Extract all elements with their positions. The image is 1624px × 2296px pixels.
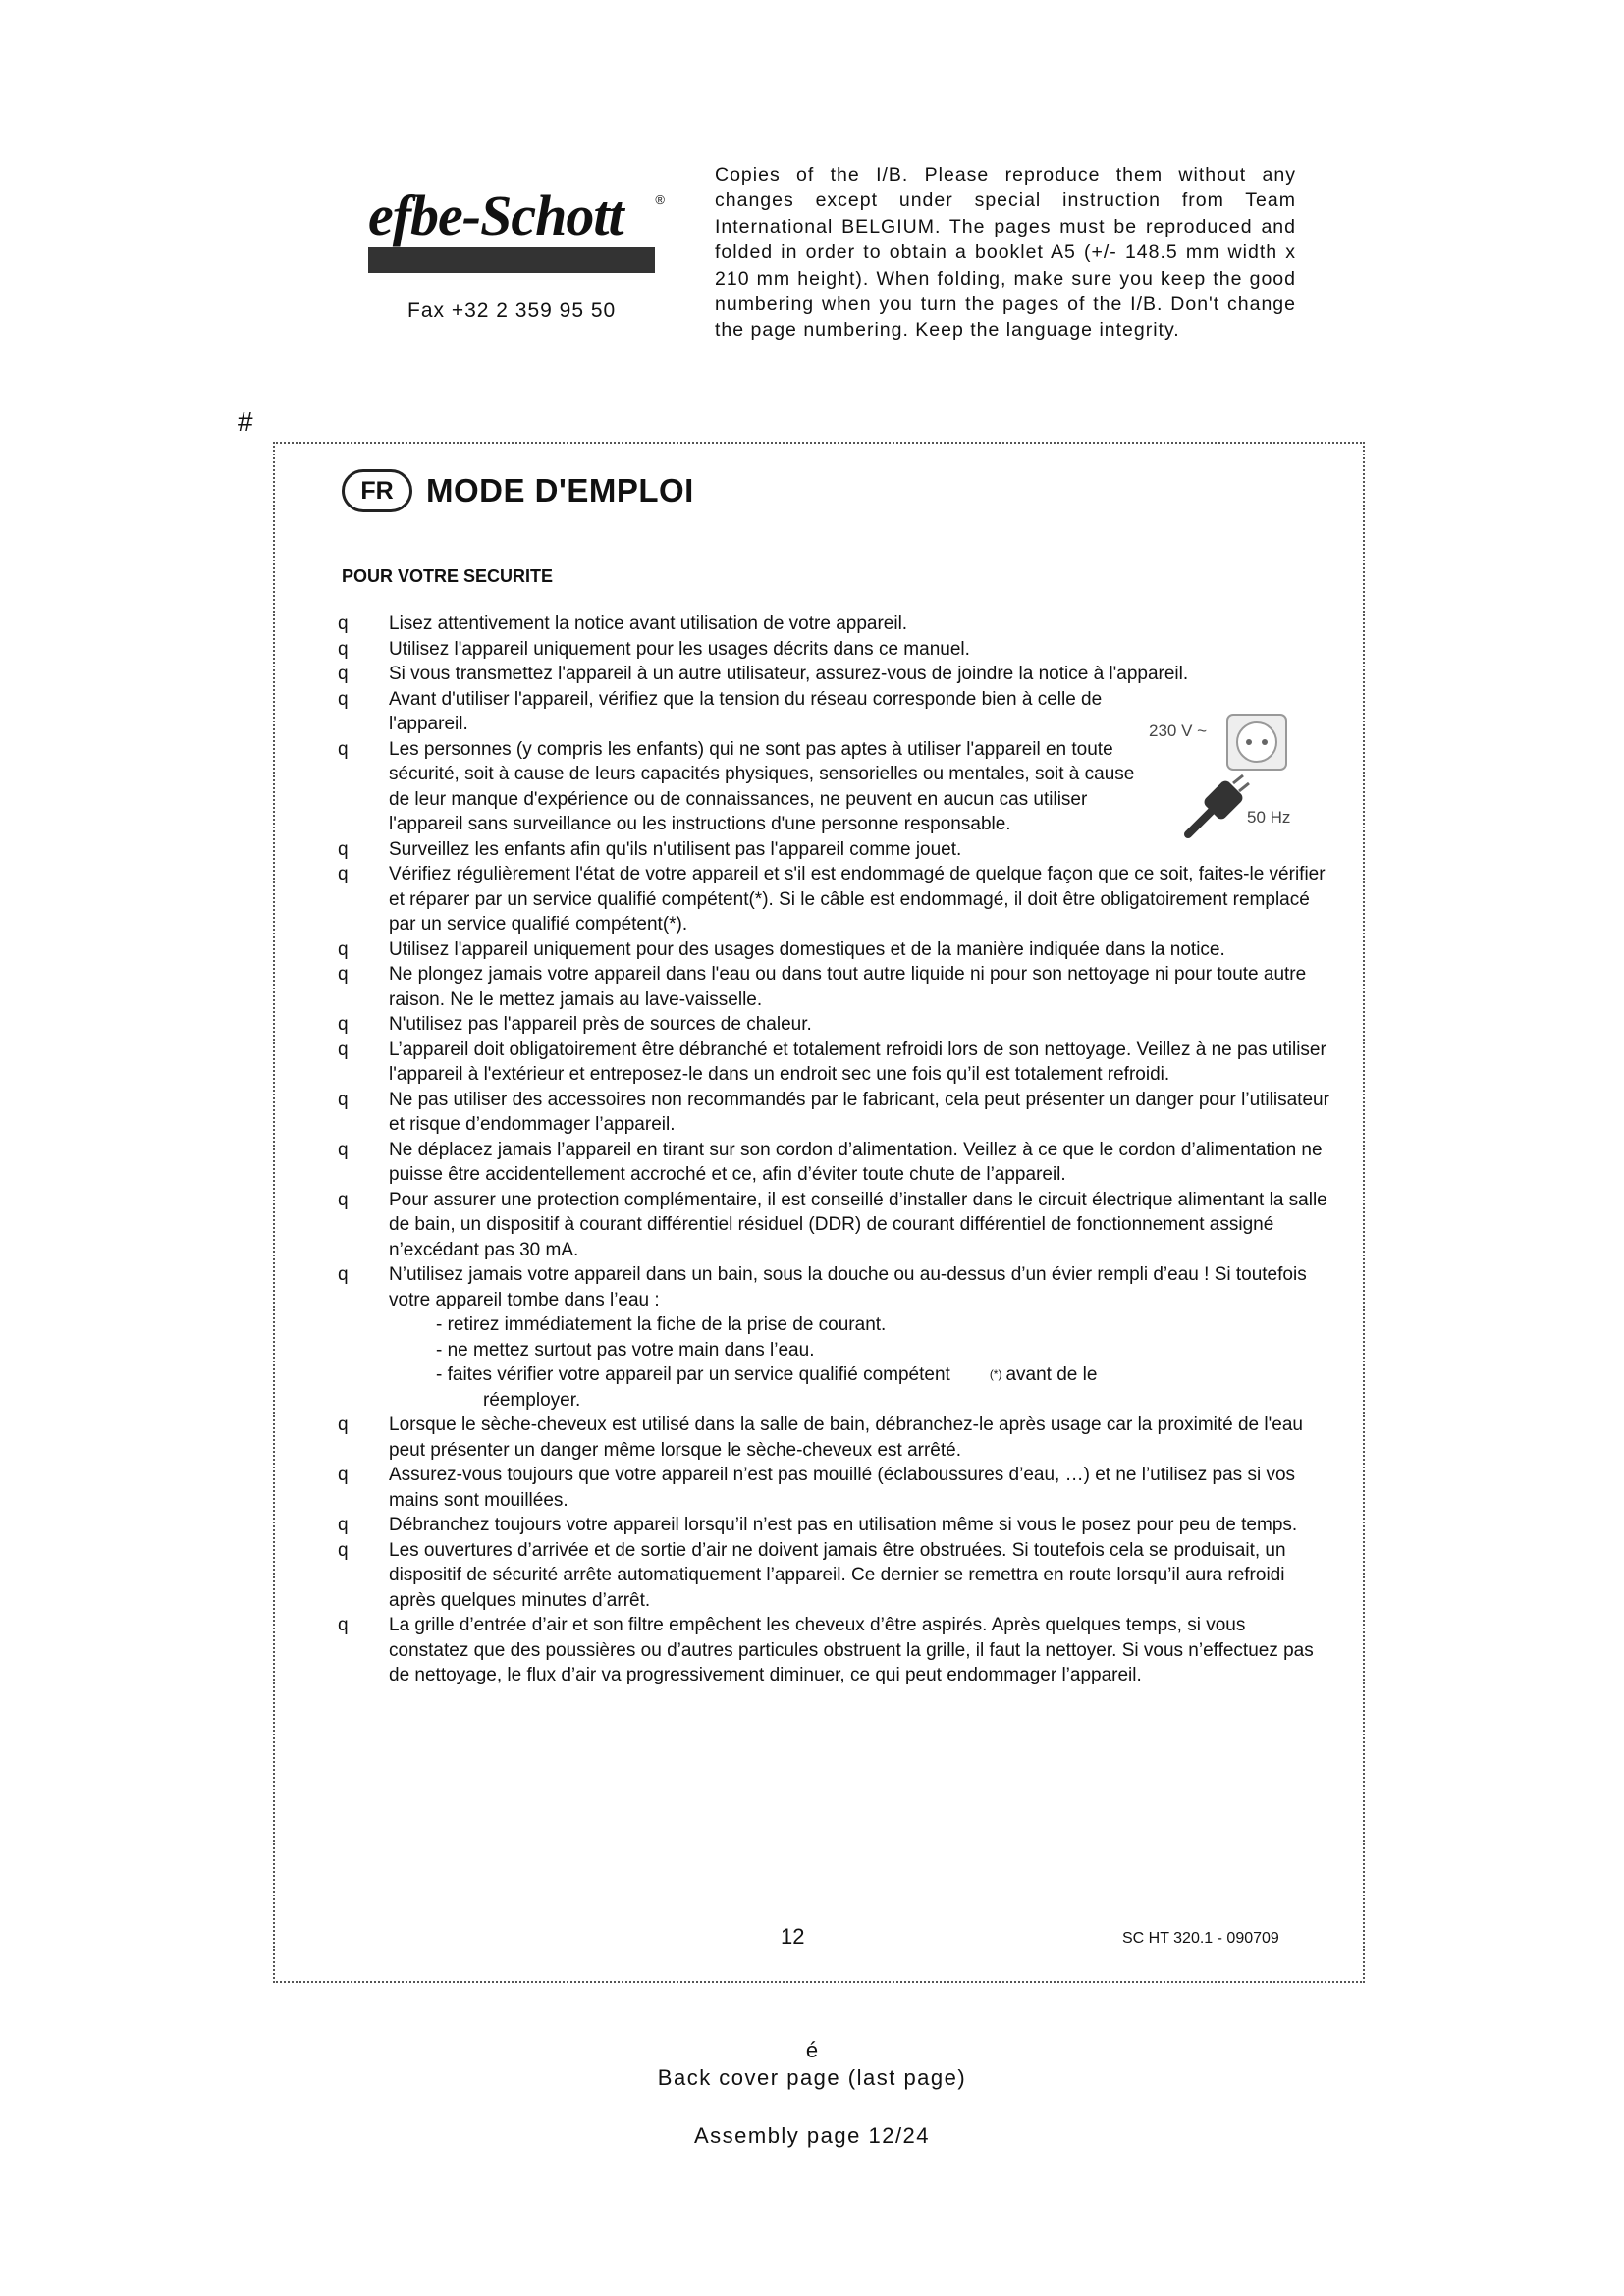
frequency-label: 50 Hz bbox=[1247, 808, 1291, 827]
list-item: q Avant d'utiliser l'appareil, vérifiez que la tension du réseau corresponde bien à celle de l'appareil. bbox=[338, 688, 1103, 734]
manual-title: MODE D'EMPLOI bbox=[426, 472, 694, 508]
voltage-label: 230 V ~ bbox=[1149, 721, 1208, 740]
list-item: q La grille d’entrée d’air et son filtre empêchent les cheveux d’être aspirés. Après quelques temps, si vous constatez que des poussières ou d’autres particules obstruent la grille, il faut la nettoyer. Si vous n’effectuez pas de nettoyage, le flux d’air va progressivement diminuer, ce qui peut endommager l’appareil. bbox=[338, 1615, 1314, 1685]
list-item: q Débranchez toujours votre appareil lorsqu’il n’est pas en utilisation même si vous le posez pour peu de temps. bbox=[338, 1515, 1298, 1535]
logo-registered-mark: ® bbox=[655, 192, 665, 207]
list-item: q Lorsque le sèche-cheveux est utilisé dans la salle de bain, débranchez-le après usage car la proximité de l'eau peut présenter un danger même lorsque le sèche-cheveux est arrêté. bbox=[338, 1415, 1303, 1461]
water-step-continuation: réemployer. bbox=[483, 1389, 581, 1411]
list-item: q Pour assurer une protection complémentaire, il est conseillé d’installer dans le circuit électrique alimentant la salle de bain, un dispositif à courant différentiel résiduel (DDR) de courant différentiel de fonctionnement assigné n’excédant pas 30 mA. bbox=[338, 1189, 1327, 1260]
logo-bar bbox=[368, 247, 655, 273]
water-step: - ne mettez surtout pas votre main dans l’eau. bbox=[436, 1339, 815, 1361]
list-item: q Vérifiez régulièrement l'état de votre appareil et s'il est endommagé de quelque façon que ce soit, faites-le vérifier et réparer par un service qualifié compétent(*). Si le câble est endommagé, il doit être obligatoirement remplacé par un service qualifié compétent(*). bbox=[338, 864, 1326, 934]
back-cover-label: Back cover page (last page) bbox=[657, 2065, 967, 2090]
list-item: q Ne pas utiliser des accessoires non recommandés par le fabricant, cela peut présenter un danger pour l’utilisateur et risque d’endommager l’appareil. bbox=[338, 1089, 1329, 1135]
water-step: - faites vérifier votre appareil par un service qualifié compétent (*) avant de le bbox=[436, 1364, 1098, 1385]
fax-number: Fax +32 2 359 95 50 bbox=[407, 299, 617, 322]
list-item: q Surveillez les enfants afin qu'ils n'utilisent pas l'appareil comme jouet. bbox=[338, 838, 962, 860]
list-item: q L’appareil doit obligatoirement être débranché et totalement refroidi lors de son nettoyage. Veillez à ne pas utiliser l'appareil à l'extérieur et entreposez-le dans un endroit sec une fois qu’il est totalement refroidi. bbox=[338, 1039, 1326, 1085]
copies-instructions: Copies of the I/B. Please reproduce them without any changes except under special instruction from Team International BELGIUM. The pages must be reproduced and folded in order to obtain a booklet A5 (+/- 148.5 mm width x 210 mm height). When folding, make sure you keep the good numbering when you turn the pages of the I/B. Don't change the page numbering. Keep the language integrity. bbox=[715, 164, 1296, 342]
list-item: q Utilisez l'appareil uniquement pour des usages domestiques et de la manière indiquée dans la notice. bbox=[338, 938, 1225, 960]
hash-mark: # bbox=[238, 406, 253, 437]
list-item: q Assurez-vous toujours que votre appareil n’est pas mouillé (éclaboussures d’eau, …) et ne l’utilisez pas si vos mains sont mouillées. bbox=[338, 1465, 1296, 1511]
manual-header bbox=[342, 465, 694, 516]
safety-list bbox=[338, 612, 1329, 1688]
list-item: q N'utilisez pas l'appareil près de sources de chaleur. bbox=[338, 1014, 812, 1035]
list-item: q Ne plongez jamais votre appareil dans l'eau ou dans tout autre liquide ni pour son nettoyage ni pour toute autre raison. Ne le mettez jamais au lave-vaisselle. bbox=[338, 964, 1307, 1010]
asterisk-mark: (*) bbox=[989, 1367, 1002, 1381]
section-title: POUR VOTRE SECURITE bbox=[342, 566, 554, 586]
water-step: - retirez immédiatement la fiche de la prise de courant. bbox=[436, 1314, 887, 1335]
list-item: q Les ouvertures d’arrivée et de sortie d’air ne doivent jamais être obstruées. Si toutefois cela se produisait, un dispositif de sécurité arrête automatiquement l’appareil. Ce dernier se remettra en route lorsqu’il aura refroidi après quelques minutes d’arrêt. bbox=[338, 1539, 1286, 1611]
list-item: q Les personnes (y compris les enfants) qui ne sont pas aptes à utiliser l'appareil en toute sécurité, soit à cause de leurs capacités physiques, sensorielles ou mentales, soit à cause de leur manque d'expérience ou de connaissances, ne peuvent en aucun cas utiliser l'appareil sans surveillance ou les instructions d'une personne responsable. bbox=[338, 738, 1135, 834]
footer-char: é bbox=[805, 2038, 819, 2062]
document-code: SC HT 320.1 - 090709 bbox=[1122, 1930, 1279, 1947]
page-number: 12 bbox=[781, 1924, 805, 1949]
list-item: q Lisez attentivement la notice avant utilisation de votre appareil. bbox=[338, 614, 908, 634]
list-item: q Si vous transmettez l'appareil à un autre utilisateur, assurez-vous de joindre la notice à l'appareil. bbox=[338, 664, 1189, 684]
list-item: q Utilisez l'appareil uniquement pour les usages décrits dans ce manuel. bbox=[338, 638, 970, 660]
brand-logo bbox=[368, 184, 665, 275]
logo-text: efbe-Schott bbox=[368, 184, 623, 247]
list-item: q N’utilisez jamais votre appareil dans un bain, sous la douche ou au-dessus d’un évier rempli d’eau ! Si toutefois votre appareil tombe dans l’eau : - retirez immédiatement la fiche de la prise de courant. - ne mettez surtout pas votre main dans l’eau. - faites vérifier votre appareil par un service qualifié compétent (*) avant de le réemployer. bbox=[338, 1262, 1329, 1413]
language-badge: FR bbox=[342, 469, 412, 512]
list-item: q Ne déplacez jamais l’appareil en tirant sur son cordon d’alimentation. Veillez à ce que le cordon d’alimentation ne puisse être accidentellement accroché et ce, afin d’éviter toute chute de l’appareil. bbox=[338, 1139, 1323, 1185]
assembly-page-label: Assembly page 12/24 bbox=[693, 2123, 931, 2148]
